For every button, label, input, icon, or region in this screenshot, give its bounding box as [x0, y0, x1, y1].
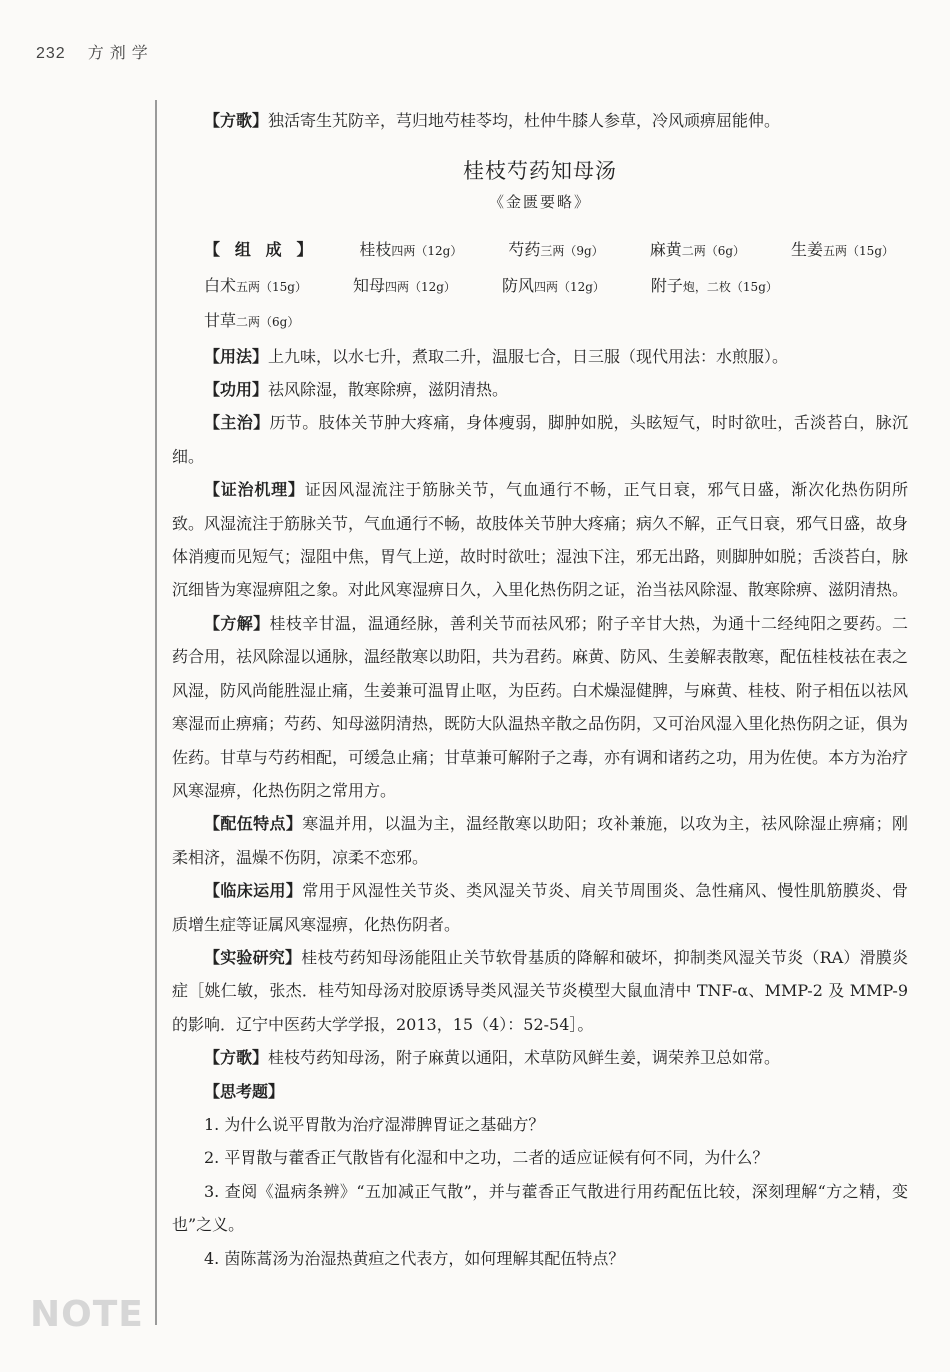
section-fangge-prev	[172, 104, 908, 137]
ingredient-item	[172, 304, 299, 339]
section-linchuang	[172, 874, 908, 941]
section-text: 上九味，以水七升，煮取二升，温服七合，日三服（现代用法：水煎服）。	[268, 346, 789, 366]
section-label: 【配伍特点】	[204, 814, 303, 834]
section-label: 【功用】	[204, 380, 269, 400]
section-label: 【方歌】	[204, 1048, 269, 1068]
ingredient-item	[321, 269, 456, 304]
ingredient-amount: 二两（6g）	[236, 315, 300, 330]
section-label: 【主治】	[204, 413, 270, 433]
ingredient-name: 桂枝	[359, 240, 392, 260]
ingredient-item	[470, 269, 605, 304]
section-label: 【方歌】	[204, 111, 269, 130]
ingredient-amount: 四两（12g）	[384, 279, 456, 294]
page-body	[172, 104, 908, 1275]
ingredient-name: 附子	[650, 275, 683, 295]
section-text: 桂枝芍药知母汤，附子麻黄以通阳，术草防风鲜生姜，调荣养卫总如常。	[268, 1048, 781, 1068]
section-zhuzhi	[172, 406, 908, 473]
note-watermark: NOTE	[30, 1294, 144, 1335]
ingredient-name: 甘草	[204, 311, 237, 331]
section-text: 桂枝芍药知母汤能阻止关节软骨基质的降解和破坏，抑制类风湿关节炎（RA）滑膜炎症［姚仁敏，张杰．桂芍知母汤对胶原诱导类风湿关节炎模型大鼠血清中 TNF-α、MMP-2 及 MMP-9 的影响．辽宁中医药大学学报，2013，15（4）：52-54］。	[172, 947, 908, 1034]
section-shiyan	[172, 941, 908, 1041]
section-text: 独活寄生艽防辛，芎归地芍桂苓均，杜仲牛膝人参草，冷风顽痹屈能伸。	[268, 111, 781, 130]
running-header	[36, 40, 154, 63]
section-text: 寒温并用，以温为主，温经散寒以助阳；攻补兼施，以攻为主，祛风除湿止痹痛；刚柔相济，温燥不伤阴，凉柔不恋邪。	[172, 814, 908, 867]
section-label: 【方解】	[204, 613, 270, 633]
ingredient-name: 生姜	[791, 240, 824, 260]
section-text: 历节。肢体关节肿大疼痛，身体瘦弱，脚肿如脱，头眩短气，时时欲吐，舌淡苔白，脉沉细。	[172, 413, 908, 466]
section-gongyong	[172, 373, 908, 406]
ingredient-name: 麻黄	[649, 240, 682, 260]
section-jili	[172, 473, 908, 607]
ingredient-item	[172, 269, 307, 304]
page-number: 232	[36, 45, 66, 62]
formula-source: 《金匮要略》	[488, 193, 591, 212]
ingredient-item	[619, 269, 778, 304]
ingredient-item	[618, 233, 745, 268]
section-peiwu	[172, 807, 908, 874]
section-label: 【用法】	[204, 346, 269, 366]
questions-heading	[172, 1075, 908, 1108]
section-label: 【证治机理】	[204, 480, 305, 500]
section-label: 【临床运用】	[204, 881, 303, 901]
question-item: 4. 茵陈蒿汤为治湿热黄疸之代表方，如何理解其配伍特点？	[204, 1248, 625, 1268]
ingredient-amount: 二两（6g）	[681, 244, 746, 259]
question-item: 2. 平胃散与藿香正气散皆有化湿和中之功，二者的适应证候有何不同，为什么？	[204, 1148, 769, 1168]
question-item: 3. 查阅《温病条辨》“五加减正气散”，并与藿香正气散进行用药配伍比较，深刻理解“方之精，变也”之义。	[172, 1181, 908, 1235]
ingredient-amount: 三两（9g）	[540, 244, 604, 259]
ingredient-name: 芍药	[508, 240, 541, 260]
section-yongfa	[172, 340, 908, 373]
section-text: 常用于风湿性关节炎、类风湿关节炎、肩关节周围炎、急性痛风、慢性肌筋膜炎、骨质增生症等证属风寒湿痹，化热伤阴者。	[172, 881, 908, 934]
ingredient-amount: 炮，二枚（15g）	[682, 279, 778, 294]
section-text: 证因风湿流注于筋脉关节，气血通行不畅，正气日衰，邪气日盛，渐次化热伤阴所致。风湿流注于筋脉关节，气血通行不畅，故肢体关节肿大疼痛；病久不解，正气日衰，邪气日盛，故身体消瘦而见短气；湿阻中焦，胃气上逆，故时时欲吐；湿浊下注，邪无出路，则脚肿如脱；舌淡苔白，脉沉细皆为寒湿痹阻之象。对此风寒湿痹日久，入里化热伤阴之证，治当祛风除湿、散寒除痹、滋阴清热。	[172, 480, 909, 600]
ingredient-amount: 五两（15g）	[823, 244, 894, 259]
section-fangge	[172, 1041, 908, 1074]
question-item: 1. 为什么说平胃散为治疗湿滞脾胃证之基础方？	[204, 1114, 545, 1134]
section-label: 【组成】	[204, 240, 328, 260]
section-label: 【实验研究】	[204, 947, 302, 967]
ingredient-amount: 四两（12g）	[533, 279, 605, 294]
book-title: 方剂学	[87, 43, 154, 62]
section-label: 【思考题】	[204, 1081, 285, 1101]
section-text: 祛风除湿，散寒除痹，滋阴清热。	[268, 380, 509, 400]
section-zucheng	[172, 233, 908, 339]
ingredient-amount: 五两（15g）	[236, 279, 307, 294]
formula-title: 桂枝芍药知母汤	[463, 159, 617, 184]
margin-rule	[155, 100, 157, 1325]
section-fangjie	[172, 607, 908, 807]
ingredient-item	[759, 233, 894, 268]
ingredient-name: 白术	[204, 275, 237, 295]
ingredient-item	[327, 233, 462, 268]
ingredient-item	[476, 233, 603, 268]
section-text: 桂枝辛甘温，温通经脉，善利关节而祛风邪；附子辛甘大热，为通十二经纯阳之要药。二药合用，祛风除湿以通脉，温经散寒以助阳，共为君药。麻黄、防风、生姜解表散寒，配伍桂枝祛在表之风湿，防风尚能胜湿止痛，生姜兼可温胃止呕，为臣药。白术燥湿健脾，与麻黄、桂枝、附子相伍以祛风寒湿而止痹痛；芍药、知母滋阴清热，既防大队温热辛散之品伤阴，又可治风湿入里化热伤阴之证，俱为佐药。甘草与芍药相配，可缓急止痛；甘草兼可解附子之毒，亦有调和诸药之功，用为佐使。本方为治疗风寒湿痹，化热伤阴之常用方。	[172, 613, 909, 800]
ingredient-name: 知母	[352, 275, 385, 295]
ingredient-amount: 四两（12g）	[391, 244, 463, 259]
ingredient-name: 防风	[501, 275, 534, 295]
